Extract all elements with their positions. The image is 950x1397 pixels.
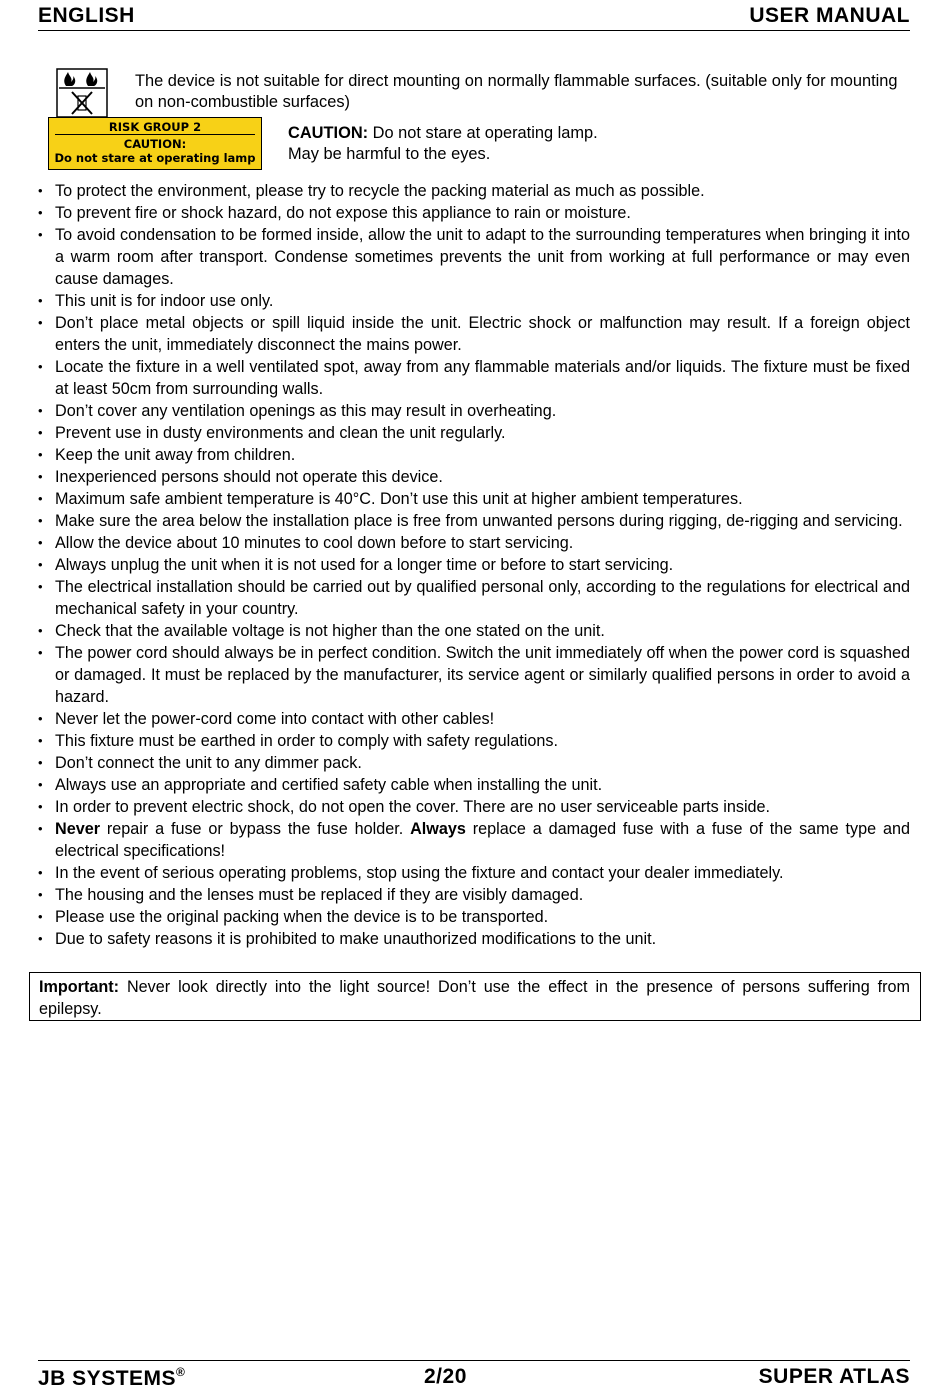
safety-instructions-list bbox=[38, 180, 910, 950]
list-item: • In order to prevent electric shock, do not open the cover. There are no user serviceable parts inside. bbox=[38, 796, 910, 818]
important-text: Never look directly into the light source! Don’t use the effect in the presence of persons suffering from epilepsy. bbox=[39, 978, 910, 1018]
no-flammable-surface-icon bbox=[56, 68, 108, 118]
caution-note bbox=[288, 123, 598, 165]
fuse-text-2: replace a damaged fuse with a fuse of the same type and electrical specifications! bbox=[55, 820, 910, 860]
list-item: • Inexperienced persons should not operate this device. bbox=[38, 466, 910, 488]
list-item: • To prevent fire or shock hazard, do not expose this appliance to rain or moisture. bbox=[38, 202, 910, 224]
list-item: • The power cord should always be in perfect condition. Switch the unit immediately off when the power cord is squashed or damaged. It must be replaced by the manufacturer, its service agent or similarly qualified persons in order to avoid a hazard. bbox=[38, 642, 910, 708]
list-item: • Don’t place metal objects or spill liquid inside the unit. Electric shock or malfunction may result. If a foreign object enters the unit, immediately disconnect the mains power. bbox=[38, 312, 910, 356]
list-item: • In the event of serious operating problems, stop using the fixture and contact your dealer immediately. bbox=[38, 862, 910, 884]
list-item: • This unit is for indoor use only. bbox=[38, 290, 910, 312]
list-item: • Prevent use in dusty environments and clean the unit regularly. bbox=[38, 422, 910, 444]
flammable-surface-note: The device is not suitable for direct mounting on normally flammable surfaces. (suitable only for mounting on non-combustible surfaces) bbox=[135, 72, 898, 111]
list-item: • Don’t connect the unit to any dimmer pack. bbox=[38, 752, 910, 774]
risk-group-title: RISK GROUP 2 bbox=[55, 118, 255, 135]
brand-name: JB SYSTEMS bbox=[38, 1367, 177, 1390]
list-item: • Due to safety reasons it is prohibited to make unauthorized modifications to the unit. bbox=[38, 928, 910, 950]
list-item: • Don’t cover any ventilation openings as this may result in overheating. bbox=[38, 400, 910, 422]
header-language: ENGLISH bbox=[38, 4, 135, 27]
important-label: Important: bbox=[39, 978, 120, 996]
caution-label: CAUTION: bbox=[288, 124, 369, 142]
list-item: • This fixture must be earthed in order to comply with safety regulations. bbox=[38, 730, 910, 752]
page-number: 2/20 bbox=[424, 1365, 467, 1388]
list-item: • Keep the unit away from children. bbox=[38, 444, 910, 466]
list-item-fuse bbox=[38, 818, 910, 862]
list-item: • To protect the environment, please try to recycle the packing material as much as possible. bbox=[38, 180, 910, 202]
list-item: • Always unplug the unit when it is not used for a longer time or before to start servicing. bbox=[38, 554, 910, 576]
list-item: • The housing and the lenses must be replaced if they are visibly damaged. bbox=[38, 884, 910, 906]
list-item: • Check that the available voltage is not higher than the one stated on the unit. bbox=[38, 620, 910, 642]
footer-product: SUPER ATLAS bbox=[758, 1365, 910, 1388]
list-item: • Locate the fixture in a well ventilated spot, away from any flammable materials and/or liquids. The fixture must be fixed at least 50cm from surrounding walls. bbox=[38, 356, 910, 400]
list-item: • To avoid condensation to be formed inside, allow the unit to adapt to the surrounding temperatures when bringing it into a warm room after transport. Condense sometimes prevents the unit from working at full performance or may even cause damages. bbox=[38, 224, 910, 290]
list-item: • Always use an appropriate and certified safety cable when installing the unit. bbox=[38, 774, 910, 796]
header-title: USER MANUAL bbox=[749, 4, 910, 27]
risk-group-label bbox=[48, 117, 262, 170]
important-notice-box bbox=[29, 972, 921, 1021]
always-emphasis: Always bbox=[410, 820, 466, 838]
list-item: • Never let the power-cord come into contact with other cables! bbox=[38, 708, 910, 730]
registered-mark: ® bbox=[176, 1365, 186, 1379]
never-emphasis: Never bbox=[55, 820, 100, 838]
page-header bbox=[38, 2, 910, 31]
risk-label-text: Do not stare at operating lamp bbox=[54, 151, 256, 165]
list-item: • Allow the device about 10 minutes to cool down before to start servicing. bbox=[38, 532, 910, 554]
caution-line-1: Do not stare at operating lamp. bbox=[368, 124, 598, 142]
list-item: • The electrical installation should be carried out by qualified personal only, according to the regulations for electrical and mechanical safety in your country. bbox=[38, 576, 910, 620]
risk-label-caution: CAUTION: bbox=[123, 137, 187, 151]
list-item: • Make sure the area below the installation place is free from unwanted persons during rigging, de-rigging and servicing. bbox=[38, 510, 910, 532]
footer-brand bbox=[38, 1365, 185, 1391]
caution-line-2: May be harmful to the eyes. bbox=[288, 145, 491, 163]
fuse-text-1: repair a fuse or bypass the fuse holder. bbox=[100, 820, 411, 838]
page-footer bbox=[38, 1360, 910, 1391]
list-item: • Please use the original packing when the device is to be transported. bbox=[38, 906, 910, 928]
list-item: • Maximum safe ambient temperature is 40°C. Don’t use this unit at higher ambient temperatures. bbox=[38, 488, 910, 510]
